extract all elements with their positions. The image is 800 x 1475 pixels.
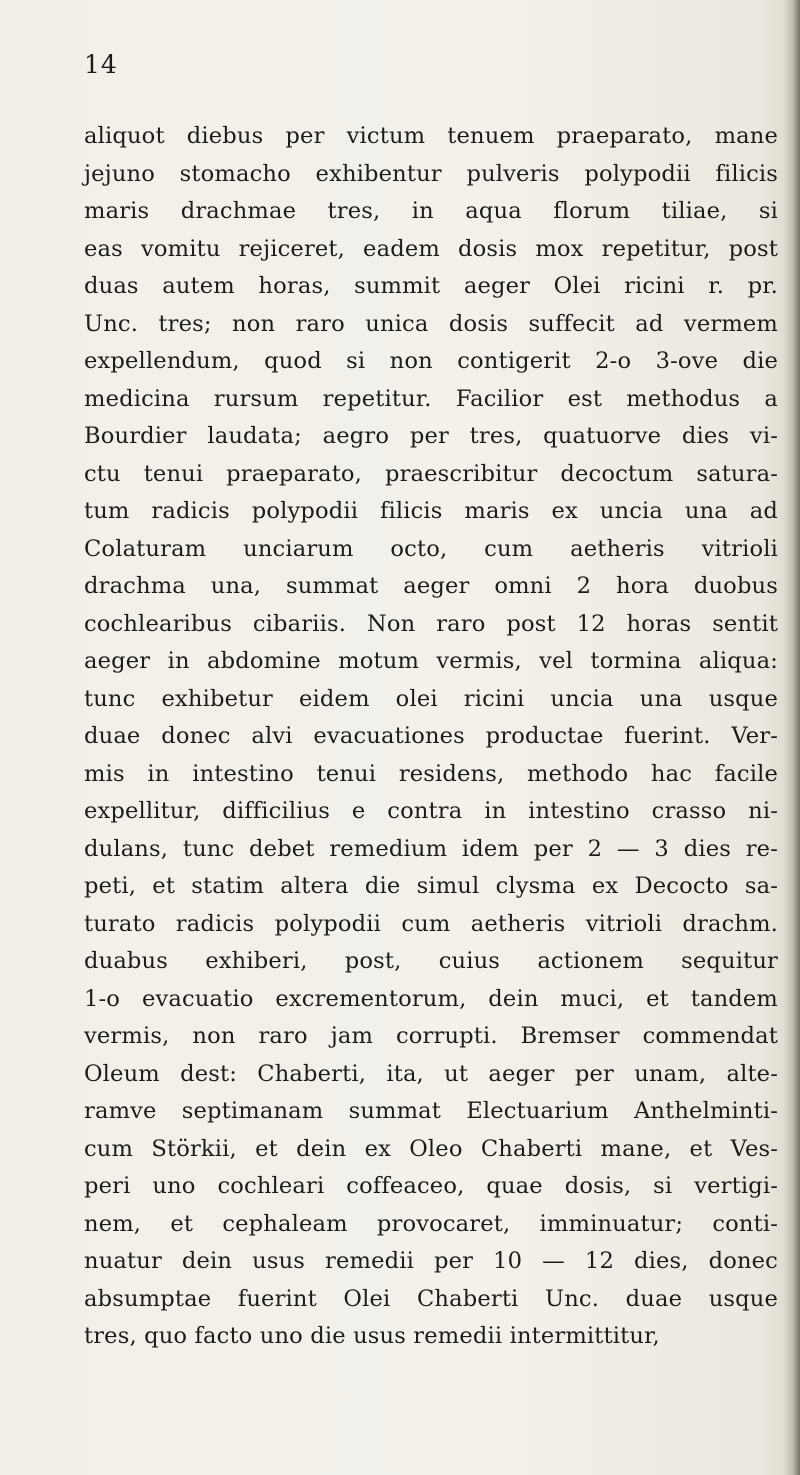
text-line: expellendum, quod si non contigerit 2-o 3-ove die <box>84 348 778 374</box>
text-line: ctu tenui praeparato, praescribitur decoctum satura- <box>84 460 778 487</box>
text-line: maris drachmae tres, in aqua florum tiliae, si <box>84 198 778 224</box>
text-line: eas vomitu rejiceret, eadem dosis mox repetitur, post <box>84 235 778 262</box>
text-line: peri uno cochleari coffeaceo, quae dosis, si vertigi- <box>84 1173 778 1199</box>
text-line: cochlearibus cibariis. Non raro post 12 horas sentit <box>84 610 778 637</box>
text-line: peti, et statim altera die simul clysma ex Decocto sa- <box>84 873 778 899</box>
page-edge-shadow <box>784 0 800 1475</box>
text-line: dulans, tunc debet remedium idem per 2 — 3 dies re- <box>84 835 778 862</box>
text-line: tres, quo facto uno die usus remedii intermittitur, <box>84 1323 660 1349</box>
text-line: duae donec alvi evacuationes productae fuerint. Ver- <box>84 723 778 749</box>
text-line: duabus exhiberi, post, cuius actionem sequitur <box>84 948 778 974</box>
text-line: turato radicis polypodii cum aetheris vitrioli drachm. <box>84 910 778 937</box>
text-line: tunc exhibetur eidem olei ricini uncia una usque <box>84 685 778 712</box>
text-line: nuatur dein usus remedii per 10 — 12 dies, donec <box>84 1248 778 1274</box>
text-line: Colaturam unciarum octo, cum aetheris vitrioli <box>84 535 778 562</box>
page-number: 14 <box>84 50 118 79</box>
text-line: 1-o evacuatio excrementorum, dein muci, et tandem <box>84 985 778 1012</box>
text-line: aliquot diebus per victum tenuem praeparato, mane <box>84 123 778 149</box>
text-line: expellitur, difficilius e contra in intestino crasso ni- <box>84 798 778 824</box>
text-line: aeger in abdomine motum vermis, vel tormina aliqua: <box>84 648 778 674</box>
text-line: Oleum dest: Chaberti, ita, ut aeger per unam, alte- <box>84 1060 778 1087</box>
text-line: medicina rursum repetitur. Facilior est methodus a <box>84 385 778 412</box>
text-line: mis in intestino tenui residens, methodo hac facile <box>84 760 778 787</box>
text-line: absumptae fuerint Olei Chaberti Unc. duae usque <box>84 1285 778 1312</box>
text-line: nem, et cephaleam provocaret, imminuatur; conti- <box>84 1210 778 1237</box>
text-line: vermis, non raro jam corrupti. Bremser commendat <box>84 1023 778 1049</box>
body-text <box>84 118 778 1356</box>
text-line: Bourdier laudata; aegro per tres, quatuorve dies vi- <box>84 423 778 449</box>
text-line: tum radicis polypodii filicis maris ex uncia una ad <box>84 498 778 524</box>
text-line: duas autem horas, summit aeger Olei ricini r. pr. <box>84 273 778 299</box>
text-line: Unc. tres; non raro unica dosis suffecit ad vermem <box>84 310 778 337</box>
text-line: drachma una, summat aeger omni 2 hora duobus <box>84 573 778 599</box>
text-line: ramve septimanam summat Electuarium Anthelminti- <box>84 1098 778 1124</box>
text-line: cum Störkii, et dein ex Oleo Chaberti mane, et Ves- <box>84 1135 778 1162</box>
text-line: jejuno stomacho exhibentur pulveris polypodii filicis <box>84 160 778 187</box>
